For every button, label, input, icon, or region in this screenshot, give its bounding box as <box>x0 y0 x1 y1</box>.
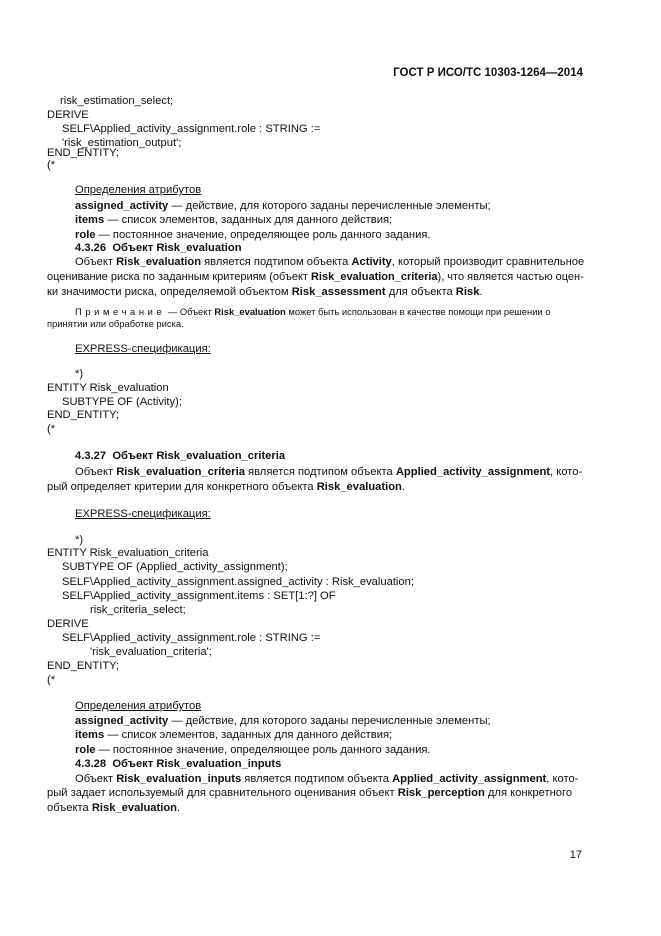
code-line: (* <box>47 423 56 435</box>
code-line: SUBTYPE OF (Applied_activity_assignment); <box>62 561 288 573</box>
section-heading: 4.3.28 Объект Risk_evaluation_inputs <box>75 758 282 770</box>
paragraph-line: объекта Risk_evaluation. <box>47 802 181 814</box>
attributes-heading: Определения атрибутов <box>75 184 202 196</box>
note-line: принятии или обработке риска. <box>47 318 184 329</box>
paragraph-line: оценивание риска по заданным критериям (объект Risk_evaluation_criteria), что является частью оцен- <box>47 271 584 283</box>
note-line: Примечание — Объект Risk_evaluation может быть использован в качестве помощи при решении о <box>75 306 551 317</box>
code-line: (* <box>47 674 56 686</box>
attribute-definition: role — постоянное значение, определяющее роль данного задания. <box>75 229 431 241</box>
code-line: SELF\Applied_activity_assignment.role : STRING := <box>62 123 321 135</box>
section-heading: 4.3.27 Объект Risk_evaluation_criteria <box>75 450 286 462</box>
express-heading: EXPRESS-спецификация: <box>75 343 211 355</box>
attribute-definition: assigned_activity — действие, для которого заданы перечисленные элементы; <box>75 200 491 212</box>
code-line: 'risk_evaluation_criteria'; <box>90 646 212 658</box>
code-line: 'risk_estimation_output'; <box>62 137 182 149</box>
code-line: ENTITY Risk_evaluation <box>47 382 169 394</box>
code-line: END_ENTITY; <box>47 660 120 672</box>
code-line: *) <box>75 534 84 546</box>
code-line: risk_criteria_select; <box>90 604 186 616</box>
code-line: END_ENTITY; <box>47 147 120 159</box>
attribute-definition: items — список элементов, заданных для данного действия; <box>75 214 393 226</box>
code-line: SELF\Applied_activity_assignment.role : STRING := <box>62 632 321 644</box>
code-line: DERIVE <box>47 618 89 630</box>
paragraph-line: ки значимости риска, определяемой объектом Risk_assessment для объекта Risk. <box>47 286 483 298</box>
code-line: SUBTYPE OF (Activity); <box>62 396 182 408</box>
attributes-heading: Определения атрибутов <box>75 700 202 712</box>
code-line: SELF\Applied_activity_assignment.items : SET[1:?] OF <box>62 590 336 602</box>
paragraph-line: Объект Risk_evaluation_criteria является подтипом объекта Applied_activity_assignment, кото- <box>75 466 583 478</box>
code-line: ENTITY Risk_evaluation_criteria <box>47 547 209 559</box>
code-line: risk_estimation_select; <box>60 95 174 107</box>
paragraph-line: рый задает используемый для сравнительного оценивания объект Risk_perception для конкретного <box>47 787 573 799</box>
paragraph-line: Объект Risk_evaluation_inputs является подтипом объекта Applied_activity_assignment, кото- <box>75 773 579 785</box>
code-line: *) <box>75 368 84 380</box>
attribute-definition: items — список элементов, заданных для данного действия; <box>75 729 393 741</box>
page-number: 17 <box>569 849 582 861</box>
paragraph-line: Объект Risk_evaluation является подтипом объекта Activity, который производит сравнительное <box>75 256 585 268</box>
code-line: SELF\Applied_activity_assignment.assigned_activity : Risk_evaluation; <box>62 576 414 588</box>
code-line: DERIVE <box>47 109 89 121</box>
document-header: ГОСТ Р ИСО/ТС 10303-1264—2014 <box>393 67 583 79</box>
express-heading: EXPRESS-спецификация: <box>75 508 211 520</box>
section-heading: 4.3.26 Объект Risk_evaluation <box>75 242 242 254</box>
code-line: (* <box>47 159 56 171</box>
paragraph-line: рый определяет критерии для конкретного объекта Risk_evaluation. <box>47 481 405 493</box>
code-line: END_ENTITY; <box>47 409 120 421</box>
attribute-definition: assigned_activity — действие, для которого заданы перечисленные элементы; <box>75 715 491 727</box>
attribute-definition: role — постоянное значение, определяющее роль данного задания. <box>75 744 431 756</box>
